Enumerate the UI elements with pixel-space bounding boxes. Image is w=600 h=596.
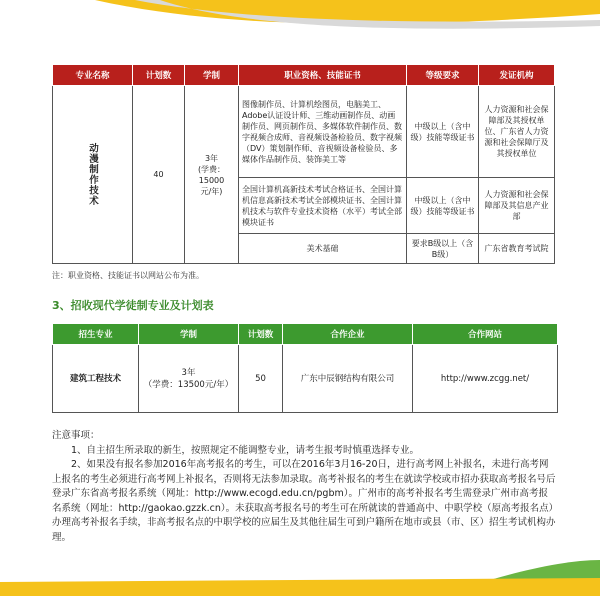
issuer-cell: 人力资源和社会保障部及其信息产业部 (479, 178, 555, 234)
issuer-cell: 人力资源和社会保障部及其授权单位、广东省人力资源和社会保障厅及其授权单位 (479, 86, 555, 178)
cert-cell: 全国计算机高新技术考试合格证书、全国计算机信息高新技术考试全部模块证书、全国计算机技术与软件专业技术资格（水平）考试全部模块证书 (239, 178, 407, 234)
certificate-table (52, 64, 555, 264)
certificate-table-header (53, 65, 555, 86)
header-plan: 计划数 (239, 324, 283, 345)
bottom-yellow-band (0, 578, 600, 596)
notice-title: 注意事项： (52, 430, 100, 441)
header-cert: 职业资格、技能证书 (239, 65, 407, 86)
website-link[interactable]: http://www.zcgg.net/ (413, 345, 558, 413)
duration-cell: 3年 （学费：13500元/年） (139, 345, 239, 413)
header-duration: 学制 (185, 65, 239, 86)
top-yellow-swoosh (95, 0, 600, 24)
notice-block (52, 429, 557, 545)
table-row (53, 86, 555, 178)
header-plan: 计划数 (133, 65, 185, 86)
notice-item-1: 1、自主招生所录取的新生，按照规定不能调整专业，请考生报考时慎重选择专业。 (71, 444, 420, 456)
level-cell: 要求B级以上（含B级） (407, 234, 479, 264)
level-cell: 中级以上（含中级）技能等级证书 (407, 86, 479, 178)
apprenticeship-table (52, 323, 558, 413)
plan-cell: 50 (239, 345, 283, 413)
header-major: 招生专业 (53, 324, 139, 345)
header-level: 等级要求 (407, 65, 479, 86)
header-issuer: 发证机构 (479, 65, 555, 86)
major-cell: 动漫制作技术 (53, 86, 133, 264)
level-cell: 中级以上（含中级）技能等级证书 (407, 178, 479, 234)
top-gray-swoosh (135, 0, 600, 29)
duration-cell: 3年 (学费： 15000 元/年) (185, 86, 239, 264)
header-company: 合作企业 (283, 324, 413, 345)
major-cell: 建筑工程技术 (53, 345, 139, 413)
table-row (53, 345, 558, 413)
certificate-note: 注：职业资格、技能证书以网站公布为准。 (52, 271, 204, 280)
company-cell: 广东中辰钢结构有限公司 (283, 345, 413, 413)
plan-cell: 40 (133, 86, 185, 264)
cert-cell: 美术基础 (239, 234, 407, 264)
cert-cell: 图像制作员、计算机绘图员，电脑美工、Adobe认证设计师、三维动画制作员、动画制作员、网页制作员、多媒体软件制作员、数字视频合成师、音视频设备检验员、数字视频（DV）策划制作师、音视频设备检验员、多媒体作品制作员、装饰美工等 (239, 86, 407, 178)
notice-item-2: 2、如果没有报名参加2016年高考报名的考生，可以在2016年3月16-20日，进行高考网上补报名，未进行高考网上报名的考生必须进行高考网上补报名，否则将无法参加录取。高考补报名的考生在就读学校或市招办获取高考报名号后登录广东省高考报名系统（网址：http://www.ecogd.edu.cn/pgbm）。广州市的高考补报名考生需登录广州市高考报名系统（网址：http://gaokao.gzzk.cn）。未获取高考报名号的考生可在所就读的普通高中、中职学校（原高考报名点）办理高考补报名手续，非高考报名点的中职学校的应届生及其他往届生可到户籍所在地市或县（市、区）招生考试机构办理。 (52, 459, 556, 543)
issuer-cell: 广东省教育考试院 (479, 234, 555, 264)
header-website: 合作网站 (413, 324, 558, 345)
section-title: 3、招收现代学徒制专业及计划表 (52, 299, 214, 312)
header-duration: 学制 (139, 324, 239, 345)
apprenticeship-table-header (53, 324, 558, 345)
bottom-green-swoosh (440, 560, 600, 596)
header-major: 专业名称 (53, 65, 133, 86)
